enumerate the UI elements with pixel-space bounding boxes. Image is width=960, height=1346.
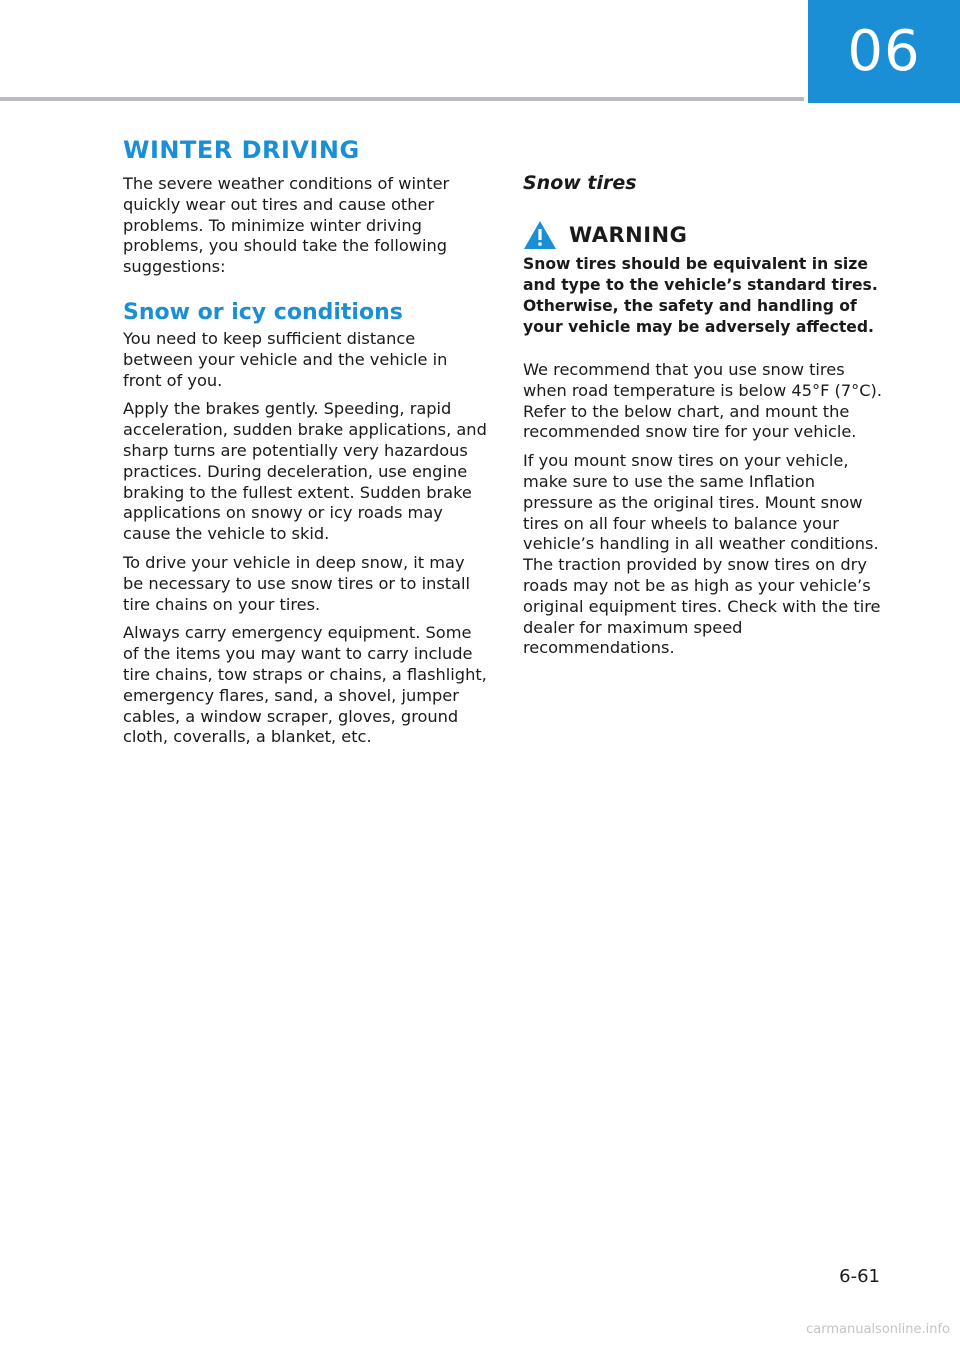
warning-text: Snow tires should be equivalent in size and type to the vehicle’s standard tires. Otherwise, the safety and handling of your vehicle may be adversely affected. — [523, 255, 878, 336]
chapter-tab: 06 — [808, 0, 960, 103]
watermark: carmanualsonline.info — [806, 1322, 950, 1337]
section-title: WINTER DRIVING — [123, 136, 360, 164]
snow-tires-title: Snow tires — [523, 172, 637, 194]
paragraph-recommend: We recommend that you use snow tires when road temperature is below 45°F (7°C). Refer to the below chart, and mount the recommended snow tire for your vehicle. — [523, 360, 883, 442]
warning-triangle-icon — [523, 220, 557, 250]
paragraph-brakes: Apply the brakes gently. Speeding, rapid acceleration, sudden brake applications, and sharp turns are potentially very hazardous practices. During deceleration, use engine braking to the fullest extent. Sudden brake applications on snowy or icy roads may cause the vehicle to skid. — [123, 399, 487, 544]
page-number: 6-61 — [839, 1266, 880, 1287]
subsection-title: Snow or icy conditions — [123, 299, 403, 325]
paragraph-inflation: If you mount snow tires on your vehicle, make sure to use the same Inflation pressure as the original tires. Mount snow tires on all four wheels to balance your vehicle’s handling in all weather conditions. The traction provided by snow tires on dry roads may not be as high as your vehicle’s original equipment tires. Check with the tire dealer for maximum speed recommendations. — [523, 451, 881, 658]
intro-paragraph: The severe weather conditions of winter quickly wear out tires and cause other problems. To minimize winter driving problems, you should take the following suggestions: — [123, 174, 450, 277]
right-content — [523, 172, 888, 667]
paragraph-deep-snow: To drive your vehicle in deep snow, it may be necessary to use snow tires or to install tire chains on your tires. — [123, 552, 471, 614]
header-rule — [0, 97, 804, 101]
warning-label: WARNING — [569, 223, 688, 247]
paragraph-emergency-equipment: Always carry emergency equipment. Some of the items you may want to carry include tire chains, tow straps or chains, a flashlight, emergency flares, sand, a shovel, jumper cables, a window scraper, gloves, ground cloth, coveralls, a blanket, etc. — [123, 623, 487, 747]
left-content — [123, 174, 488, 756]
warning-header — [523, 220, 888, 250]
paragraph-distance: You need to keep sufficient distance between your vehicle and the vehicle in front of you. — [123, 328, 448, 390]
